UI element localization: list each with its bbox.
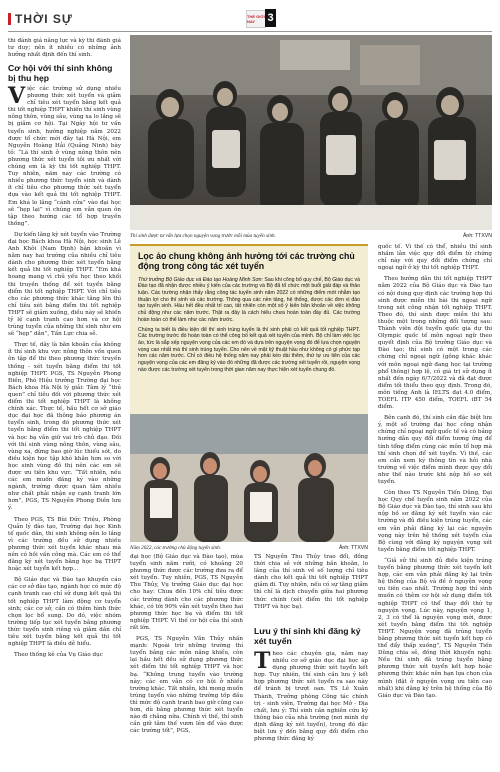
- col1-body: [8, 83, 121, 659]
- col3-para1: TS Nguyễn Thu Thủy trao đổi, đồng thời chia sẻ với những bắn khoăn, lo lắng của thí sinh về số lượng chỉ tiêu dành cho kết quả thi tốt nghiệp THPT giảm đi. Tuy nhiên, nếu có sự tăng giảm thì chỉ là dịch chuyển giữa hai phương thức chính (xét điểm thi tốt nghiệp THPT và học bạ).: [254, 554, 368, 610]
- photo-consultation-caption: Thí sinh được tư vấn lựa chọn nguyện vọng trước mỗi mùa tuyển sinh.: [130, 233, 276, 239]
- col2-body: [130, 554, 243, 766]
- magazine-logo: [246, 10, 266, 28]
- box-para1: [138, 277, 360, 324]
- col1-para5: Bộ Giáo dục và Đào tạo khuyến cáo các cơ sở đào tạo, ngành học có mức độ cạnh tranh cao chỉ sử dụng kết quả thi tốt nghiệp THPT làm động cơ tuyển sinh; các cơ sở, cần có thêm hình thức chọn lọc bổ sung. Do đó, việc nhóm trường tiếp tục xét tuyển bằng phương thức tuyển sinh riêng và giảm dần chỉ tiêu xét tuyển bằng kết quả thi tốt nghiệp THPT là điều dễ hiểu.: [8, 577, 121, 648]
- col1-para3: Thực tế, dây là băn khoăn của không ít thí sinh khu vực nông thôn vốn quen ôn tập để thi theo phương thức truyền thống - xét tuyển bằng điểm thi tốt nghiệp THPT. PGS, TS Nguyễn Phong Điền, Phó Hiệu trưởng Trường đại học Bách khoa Hà Nội lý giải: Tâm lý “thủ quen” chỉ tiêu đối với phương thức xét điểm thi tốt nghiệp THPT là không chính xác. Thực tế, hầu hết cơ sở giáo dục đại học đã thông báo phương án tuyển sinh, trong đó phương thức xét tuyển bằng điểm thi tốt nghiệp THPT và học bạ vẫn giữ vai trò chủ đạo. Đối với thí sinh vùng nông thôn, vùng sâu, vùng xa, đừng bao giờ lúc thiếu sót, do điều kiện học tập khó khăn hơn so với học sinh vùng đô thị nên các em sẽ được ưu tiên khu vực. “Tất nhiên, nếu các em muốn đăng ký vào những ngành, trường được quan tâm nhiều như chất phải nhận sự cạnh tranh lớn hơn”, PGS, TS Nguyễn Phong Điền lưu ý.: [8, 342, 121, 512]
- header-divider: [8, 31, 492, 32]
- heading-notes: Lưu ý thí sinh khi đăng ký xét tuyển: [254, 626, 361, 646]
- heading-opportunity: Cơ hội với thí sinh không bị thu hẹp: [8, 63, 113, 83]
- section-header: [8, 12, 73, 26]
- dropcap-t: T: [254, 648, 271, 674]
- photo-consultation-image: [130, 35, 492, 230]
- box-para1-text: Sau khi công bố quy chế, Bộ Giáo dục và Đào tạo đã nhận được nhiều ý kiến của các trường và Bộ đã tổ chức một buổi giải đáp và thảo luận. Các trường nhận thấy rằng công tác tuyển sinh năm 2022 có những điểm mới nhằm tạo thuận lợi cho thí sinh và các trường. Thông qua các nền tảng, hệ thống, được các đơn vị đào tạo tuyển sinh. Hầu hết đều nhất trí cao, tất nhiên còn một số ý kiến băn khoăn về việc không chủ động như các năm trước. Thật ra đây là cách hiểu chưa hoàn toàn đầy đủ. Các trường hoàn toàn có thể làm như các năm trước.: [138, 276, 360, 323]
- dropcap-v: V: [8, 83, 26, 109]
- page-number: 3: [265, 9, 276, 27]
- section-title: THỜI SỰ: [15, 12, 73, 26]
- col2-para1: đại học (Bộ Giáo dục và Đào tạo), mùa tuyển sinh năm rưỡi, có khoảng 20 phương thức được các trường đưa ra để xét tuyển. Tuy nhiên, PGS, TS Nguyễn Thu Thủy, Vụ trưởng Giáo dục đại học cho hay: Chưa đến 10% chỉ tiêu được các trường dành cho các phương thức khác, có tới 90% vẫn xét tuyển theo hai phương thức học bạ và điểm thi tốt nghiệp THPT. Vì thế cơ hội của thí sinh rất lớn.: [130, 554, 243, 631]
- photo-enrollment: [130, 414, 368, 542]
- col4-para3: Bên cạnh đó, thí sinh cần đặc biệt lưu ý, một số trường đại học công nhận chứng chỉ ngoại ngữ quốc tế và có bảng hướng dẫn quy đổi điểm tương ứng để tính tổng điểm cùng các môn tổ hợp mà thí sinh chọn để xét tuyển. Vì thế, các em cần xem kỹ thông tin và hỏi nhà trường về việc điểm mình được quy đổi như thế nào trước khi nộp hồ sơ xét tuyển.: [378, 415, 492, 485]
- box-title: Lọc ảo chung không ảnh hưởng tới các trường chủ động trong công tác xét tuyển: [138, 251, 355, 271]
- col4-para5: “Giả sử thí sinh đủ điều kiện trúng tuyển bằng phương thức xét tuyển kết hợp, các em vẫn phải đăng ký lại trên hệ thống của Bộ và đề ở nguyện vọng ưu tiên cao nhất. Trường hợp thí sinh muốn có thêm cơ hội sử dụng điểm tốt nghiệp THPT có thể thay đổi thứ tự nguyện vọng. Lúc này, nguyện vọng 1, 2, 3 có thể là nguyện vọng mới, được xét tuyển bằng điểm thi tốt nghiệp THPT. Nguyện vọng đã trúng tuyển bằng phương thức xét tuyển kết hợp có thể đẩy thấp xuống”, TS Nguyễn Tiến Dũng chia sẻ, đồng thời khuyến nghị: Nếu thí sinh đã trúng tuyển bằng phương thức xét tuyển kết hợp hoặc phương thức khác nên hạn lựa chọn của mình (đặt ở nguyện vọng ưu tiên cao nhất) khi đăng ký trên hệ thống của Bộ Giáo dục và Đào tạo.: [378, 557, 492, 699]
- photo-enrollment-caption: Năm 2022, các trường chủ động tuyển sinh.: [130, 545, 222, 551]
- photo-consultation: [130, 35, 492, 230]
- col3-body: [254, 648, 368, 767]
- photo-enrollment-credit: Ảnh: TTXVN: [338, 545, 368, 551]
- col4-para1: quốc tế. Vì thế có thể, nhiều thí sinh nhầm lẫn việc quy đổi điểm từ chứng chỉ này với quy đổi điểm chứng chỉ ngoại ngữ ở kỳ thi tốt nghiệp THPT.: [378, 244, 492, 272]
- col1-intro: thi đánh giá năng lực và kỳ thi đánh giá tư duy; nên ít nhiều có những ảnh hưởng nhất định đến thí sinh.: [8, 38, 121, 59]
- col4-para4: Còn theo TS Nguyễn Tiến Dũng, Đại học Quy chế tuyển sinh năm 2022 của Bộ Giáo dục và Đào tạo, thí sinh sau khi nộp hồ sơ đăng ký xét tuyển vào các trường và đủ điều kiện trúng tuyển, các em vẫn phải đăng ký lại các nguyện vọng này trên hệ thống xét tuyển của Bộ cùng với đăng ký nguyện vọng xét tuyển bằng điểm tốt nghiệp THPT.: [378, 490, 492, 553]
- col2-para2: PGS, TS Nguyễn Văn Thủy nhấn mạnh: Ngoài trừ những trường thí tuyển bằng các môn năng khiếu, còn lại hầu hết đều sử dụng phương thức xét điểm thi tốt nghiệp THPT và học bạ. “Không trung tuyển vào trường này; các em vẫn có cơ hội ở nhiều trường khác. Tất nhiên, khi mong muốn trúng tuyển vào những trường tốp đầu thì mức độ cạnh tranh bao giờ cũng cao hơn, dù bằng phương thức xét tuyển nào đi chăng nữa. Chính vì thế, thí sinh cần giữ tâm thế vươn lên để vào được các trường tốt”, PGS,: [130, 636, 243, 735]
- logo-text: THẾ GIỚI NAY: [247, 14, 265, 24]
- box-para2: Chúng ta biết là điều kiện để thí sinh trúng tuyển là thí sinh phải có kết quả tốt nghiệp THPT. Các trường trước đó hoàn toàn có thể công bố kết quả xét tuyển của mình. Bộ chỉ làm việc lọc ảo, tức là sắp xếp nguyện vọng của các em đó và dựa trên nguyện vọng đó để lựa chọn nguyện vọng cao nhất mà thí sinh trúng tuyển. Cho nên về mặt kỹ thuật hầu như không có gì phức tạp hơn các năm trước. Chỉ có điều hệ thống năm nay phải kéo dài thêm, thứ tự ưu tiên của các nguyện vọng của các em đăng ký vào đó những đã được các trường xét tuyển rồi, nguyện vọng nào được các trường xét tuyển trong thời gian năm nay thực hiện xét tuyển chung đó.: [138, 326, 360, 373]
- col4-body: [378, 244, 492, 768]
- photo-enrollment-image: [130, 414, 368, 542]
- col4-para2: Theo hướng dẫn thi tốt nghiệp THPT năm 2022 của Bộ Giáo dục và Đào tạo có nội dung quy định các trường hợp thí sinh được miễn thi bài thi ngoại ngữ trong xét công nhận tốt nghiệp THPT. Theo đó, thí sinh được miễn thi khi thuộc một trong những đối tượng sau: Thành viên đội tuyển quốc gia dự thi Olympic quốc tế môn ngoại ngữ theo quyết định của Bộ trưởng Giáo dục và Đào tạo; thí sinh có một trong các chứng chỉ ngoại ngữ (gồng khác khác với môn ngoại ngữ đang học tại trường phổ thông) hợp lệ, có giá trị sử dụng ít nhất đến ngày 6/7/2022 và đã đạt được điểm tối thiểu theo quy định. Trong đó, môn tiếng Anh là IELTS đạt 4.0 điểm, TOEFL ITP 450 điểm, TOEFL iBT 54 điểm.: [378, 276, 492, 411]
- photo-consultation-credit: Ảnh: TTXVN: [462, 233, 492, 239]
- col1-para2: Dự kiến lăng kỳ xét tuyển vào Trường đại học Bách khoa Hà Nội, học sinh Lê Anh Khôi (Nam Định) bận khoăn vì năm nay hai trường của nhiều chỉ tiêu dành cho phương thức xét tuyển bằng kết quả thi tốt nghiệp THPT. “Em khá hoang mang vì chủ yếu học theo khối thi truyền thống để xét tuyển bằng điểm thi tốt nghiệp THPT. Với chỉ tiêu cho các phương thức khác tăng lên thì chỉ tiêu xét bằng điểm thi tốt nghiệp THPT sẽ giảm xuống, điều này sẽ khiến tỷ lệ cạnh tranh cao hơn và cơ hội trúng tuyển của những thí sinh như em sẽ “hẹp” dần”, Tấn Lực chia sẻ.: [8, 231, 121, 338]
- col1-para6: Theo thống kê của Vụ Giáo dục: [14, 652, 103, 659]
- section-accent-bar: [8, 13, 11, 25]
- col3-para2: heo các chuyên gia, năm nay nhiều cơ sở giáo dục đại học áp dụng phương thức xét tuyển kết hợp. Tuy nhiên, thí sinh cần lưu ý kết hợp phương thức xét tuyển ra sao này để tránh bị trượt oan. TS Lê Xuân Thành, Trưởng phòng Công tác chính trị - sinh viên, Trường đại học Mở - Địa chất, lưu ý: Thí sinh cần nghiên cứu kỹ thông báo của nhà trường (nơi mình dự định đăng ký xét tuyển), trong đó đặc biệt lưu ý đến bằng quy đổi điểm cho phương thức đăng ký: [254, 651, 368, 743]
- col1-para4: Theo PGS, TS Bùi Đức Triệu, Phòng Quản lý đào tạo, Trường đại học Kinh tế quốc dân, thí sinh không nên lo lắng vì các trường đều sử dụng nhiều phương thức xét tuyển khác nhau mà nên có hồi vấn công mà. Các em có thể đăng ký xét tuyển bằng học bạ THPT hoặc xét tuyển kết hợp…: [8, 516, 121, 573]
- col1-para1: iệc các trường sử dụng nhiều phương thức xét tuyển và giảm chỉ tiêu xét tuyển bằng kết quả thi tốt nghiệp THPT khiến thí sinh vùng nông thôn, vùng sâu, vùng xa lo lắng sẽ bị giảm cơ hội. Tại Ngày hội tư vấn tuyển sinh, hướng nghiệp năm 2022 được tổ chức mới đây tại Hà Nội, em Nguyễn Hoàng Hải (Quảng Ninh) bày tỏ: “Là thí sinh ở vùng nông thôn nên phương thức xét tuyển tôi ưu nhất với chúng em là kỳ thi tốt nghiệp THPT. Tuy nhiên, năm nay các trường có nhiều phương thức tuyển sinh và dành ít chỉ tiêu cho phương thức xét tuyển dựa vào kết quả thi tốt nghiệp THPT. Em khá lo lắng “cánh cửa” vào đại học sẽ “hẹp lại” vì chúng em vẫn quen ôn tập theo hướng các tổ hợp truyền thống”.: [8, 86, 121, 227]
- box-lead: Thứ trưởng Bộ Giáo dục và Đào tạo Hoàng Minh Sơn:: [138, 276, 263, 283]
